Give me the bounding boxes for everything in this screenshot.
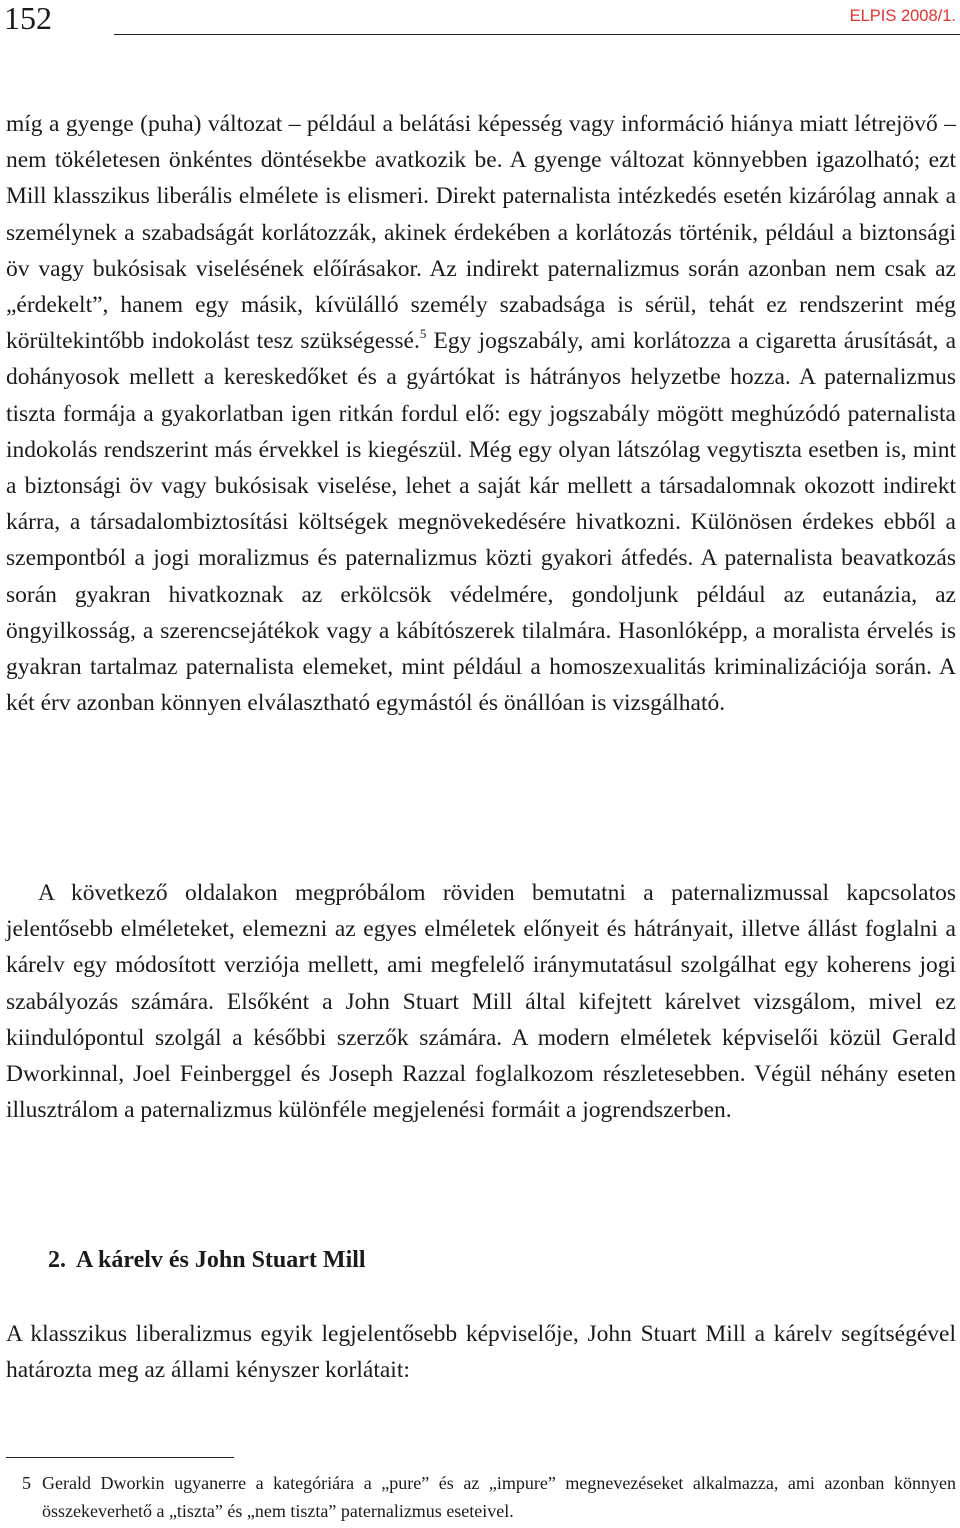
paragraph-1-continuation: Egy jogszabály, ami korlátozza a cigaretta árusítását, a dohányosok mellett a kereskedőket és a gyártókat is hátrányos helyzetbe hozza. A paternalizmus tiszta formája a gyakorlatban igen ritkán fordul elő: egy jogszabály mögött meghúzódó paternalista indokolás rendszerint más érvekkel is kiegészül. Még egy olyan látszólag vegytiszta esetben is, mint a biztonsági öv vagy bukósisak viselése, lehet a saját kár mellett a társadalomnak okozott indirekt kárra, a társadalombiztosítási költségek megnövekedésére hivatkozni. Különösen érdekes ebből a szempontból a jogi moralizmus és paternalizmus közti gyakori átfedés. A paternalista beavatkozás során gyakran hivatkoznak az erkölcsök védelmére, gondoljunk például az eutanázia, az öngyilkosság, a szerencsejátékok vagy a kábítószerek tilalmára. Hasonlóképp, a moralista érvelés is gyakran tartalmaz paternalista elemeket, mint például a homoszexualitás kriminalizációja során. A két érv azonban könnyen elválasztható egymástól és önállóan is vizsgálható.: [6, 328, 956, 717]
header-rule: [114, 34, 960, 35]
body-paragraph-3: A klasszikus liberalizmus egyik legjelentősebb képviselője, John Stuart Mill a kárelv segítségével határozta meg az állami kényszer korlátait:: [6, 1321, 956, 1384]
section-heading: [48, 1242, 366, 1278]
paragraph-1-text: míg a gyenge (puha) változat – például a belátási képesség vagy információ hiánya miatt létrejövő – nem tökéletesen önkéntes döntésekbe avatkozik be. A gyenge változat könnyebben igazolható; ezt Mill klasszikus liberális elmélete is elismeri. Direkt paternalista intézkedés esetén kizárólag annak a személynek a szabadságát korlátozzák, akinek érdekében a korlátozás történik, például a biztonsági öv vagy bukósisak viselésének előírásakor. Az indirekt paternalizmus során azonban nem csak az „érdekelt”, hanem egy másik, kívülálló személy szabadsága is sérül, tehát ez rendszerint még körültekintőbb indokolást tesz szükségessé.: [6, 111, 956, 355]
section-number: 2.: [48, 1247, 66, 1273]
page-number: 152: [4, 0, 52, 36]
body-paragraph-2: A következő oldalakon megpróbálom röviden bemutatni a paternalizmussal kapcsolatos jelentősebb elméleteket, elemezni az egyes elméletek előnyeit és hátrányait, illetve állást foglalni a kárelv egy módosított verziója mellett, ami megfelelő iránymutatásul szolgálhat egy koherens jogi szabályozás számára. Elsőként a John Stuart Mill által kifejtett kárelvet vizsgálom, mivel ez kiindulópontul szolgál a későbbi szerzők számára. A modern elméletek képviselői közül Gerald Dworkinnal, Joel Feinberggel és Joseph Razzal foglalkozom részletesebben. Végül néhány eseten illusztrálom a paternalizmus különféle megjelenési formáit a jogrendszerben.: [6, 880, 956, 1124]
footnote-text: Gerald Dworkin ugyanerre a kategóriára a „pure” és az „impure” megnevezéseket alkalmazza, ami azonban könnyen összekeverhető a „tiszta” és „nem tiszta” paternalizmus eseteivel.: [42, 1473, 956, 1521]
footnote-5: [6, 1470, 956, 1525]
footnote-reference-5[interactable]: 5: [419, 326, 427, 342]
footnote-number: 5: [22, 1473, 31, 1493]
section-title: A kárelv és John Stuart Mill: [76, 1247, 366, 1273]
body-paragraph-1: [6, 106, 956, 721]
footnote-rule: [6, 1457, 234, 1458]
running-header-title: ELPIS 2008/1.: [849, 7, 956, 25]
